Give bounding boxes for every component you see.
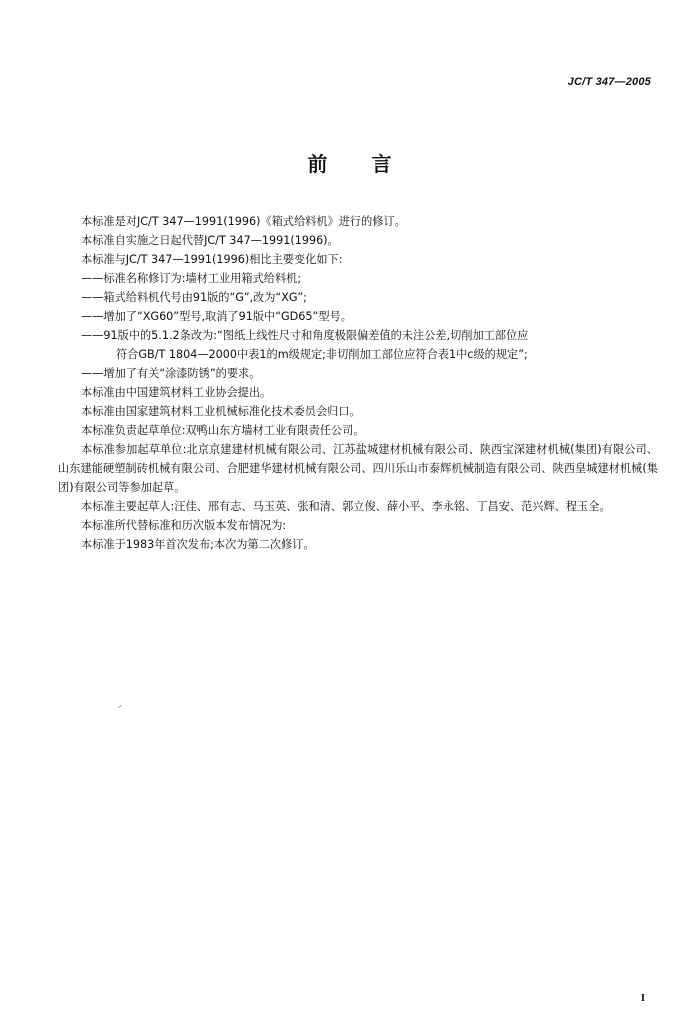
paragraph-main-drafters: 本标准主要起草人:汪佳、邢有志、马玉英、张和清、郭立俊、薛小平、李永铭、丁昌安、范兴辉、程玉全。: [81, 500, 611, 513]
change-item-code: ——箱式给料机代号由91版的“G”,改为“XG”;: [81, 291, 307, 304]
page-number: I: [640, 992, 645, 1004]
paragraph-administered-by: 本标准由国家建筑材料工业机械标准化技术委员会归口。: [81, 405, 361, 418]
standard-code: JC/T 347—2005: [567, 76, 651, 88]
paragraph-participating-drafters: 本标准参加起草单位:北京京建建材机械有限公司、江苏盐城建材机械有限公司、陕西宝深建材机械(集团)有限公司、山东建能硬塑制砖机械有限公司、合肥建华建材机械有限公司、四川乐山市泰辉机械制造有限公司、陕西皇城建材机械(集团)有限公司等参加起草。: [58, 443, 658, 494]
change-item-name: ——标准名称修订为:墙材工业用箱式给料机;: [81, 272, 302, 285]
page-title: 前言: [307, 152, 436, 176]
paragraph-lead-drafter: 本标准负责起草单位:双鸭山东方墙材工业有限责任公司。: [81, 424, 365, 437]
scan-speck: [118, 705, 122, 708]
paragraph-replaces: 本标准自实施之日起代替JC/T 347—1991(1996)。: [81, 234, 339, 247]
change-item-tolerance: ——91版中的5.1.2条改为:“图纸上线性尺寸和角度极限偏差值的未注公差,切削加工部位应: [81, 329, 529, 342]
paragraph-proposed-by: 本标准由中国建筑材料工业协会提出。: [81, 386, 272, 399]
change-item-tolerance-continued: 符合GB/T 1804—2000中表1的m级规定;非切削加工部位应符合表1中c级的规定”;: [116, 348, 528, 361]
paragraph-revision-of: 本标准是对JC/T 347—1991(1996)《箱式给料机》进行的修订。: [81, 215, 406, 228]
paragraph-version-history: 本标准于1983年首次发布;本次为第二次修订。: [81, 538, 315, 551]
paragraph-main-changes: 本标准与JC/T 347—1991(1996)相比主要变化如下:: [81, 253, 343, 266]
change-item-painting: ——增加了有关“涂漆防锈”的要求。: [81, 367, 261, 380]
document-body: [58, 212, 658, 554]
change-item-model: ——增加了“XG60”型号,取消了91版中“GD65”型号。: [81, 310, 352, 323]
paragraph-version-history-intro: 本标准所代替标准和历次版本发布情况为:: [81, 519, 287, 532]
